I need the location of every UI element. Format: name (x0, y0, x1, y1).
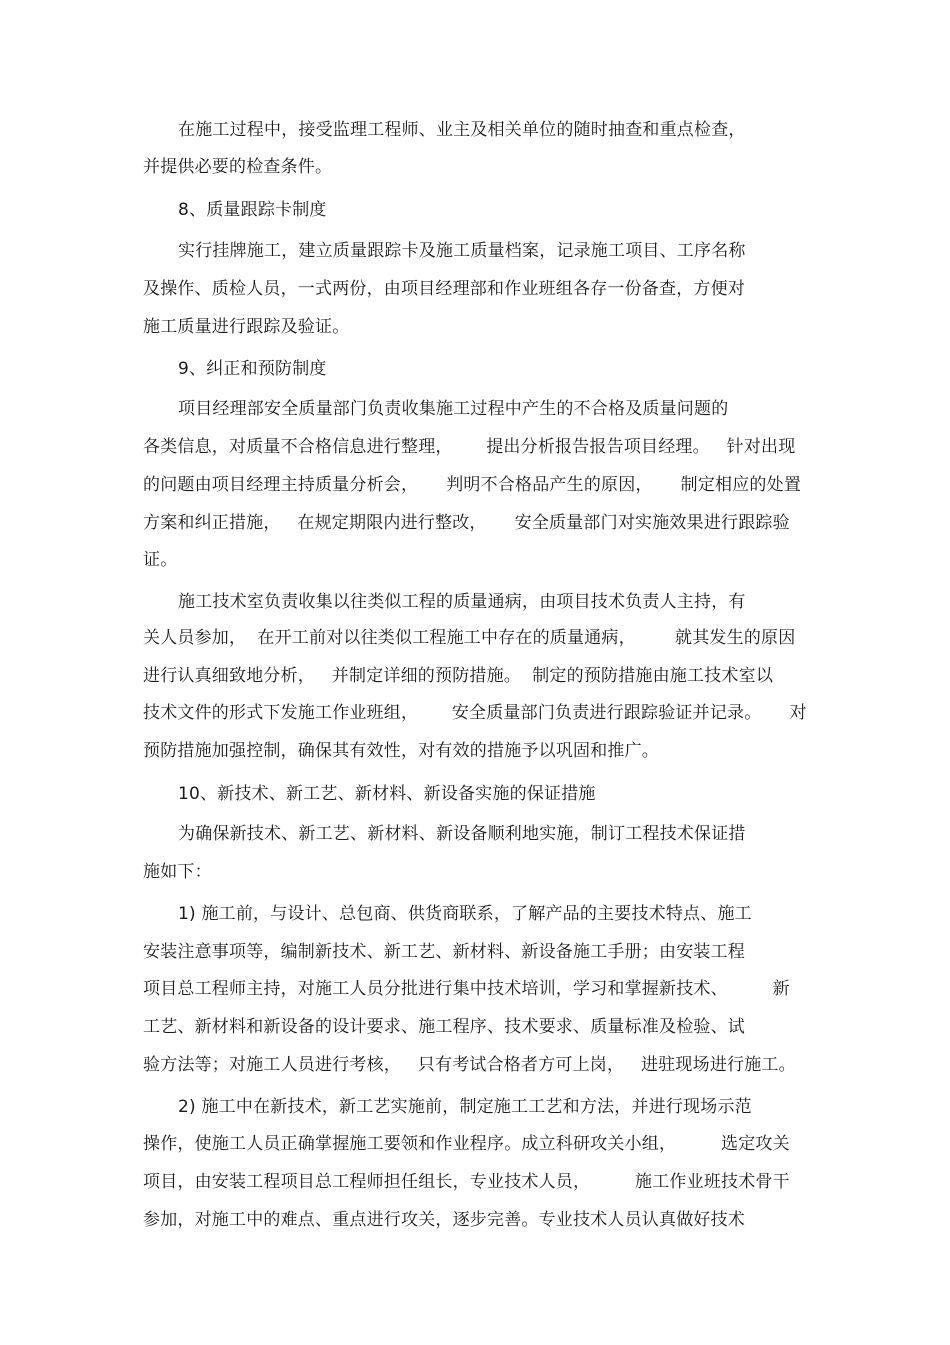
paragraph-line: 施工技术室负责收集以往类似工程的质量通病，由项目技术负责人主持，有 (178, 592, 746, 612)
paragraph-line: 各类信息，对质量不合格信息进行整理， 提出分析报告报告项目经理。 针对出现 (143, 437, 796, 457)
paragraph-line: 施工质量进行跟踪及验证。 (143, 317, 350, 337)
paragraph-line: 项目经理部安全质量部门负责收集施工过程中产生的不合格及质量问题的 (178, 399, 729, 419)
paragraph-line: 项目总工程师主持，对施工人员分批进行集中技术培训，学习和掌握新技术、 新 (143, 979, 790, 999)
paragraph-line: 操作，使施工人员正确掌握施工要领和作业程序。成立科研攻关小组， 选定攻关 (143, 1134, 790, 1154)
paragraph-line: 技术文件的形式下发施工作业班组， 安全质量部门负责进行跟踪验证并记录。 对 (143, 703, 807, 723)
paragraph-line: 参加，对施工中的难点、重点进行攻关，逐步完善。专业技术人员认真做好技术 (143, 1210, 745, 1230)
list-item-line: 2) 施工中在新技术，新工艺实施前，制定施工工艺和方法，并进行现场示范 (178, 1097, 752, 1117)
paragraph-line: 实行挂牌施工，建立质量跟踪卡及施工质量档案，记录施工项目、工序名称 (178, 241, 746, 261)
paragraph-line: 安装注意事项等，编制新技术、新工艺、新材料、新设备施工手册；由安装工程 (143, 942, 745, 962)
section-heading: 10、新技术、新工艺、新材料、新设备实施的保证措施 (178, 784, 596, 804)
paragraph-line: 并提供必要的检查条件。 (143, 157, 333, 177)
paragraph-line: 项目，由安装工程项目总工程师担任组长，专业技术人员， 施工作业班技术骨干 (143, 1172, 790, 1192)
list-item-line: 1) 施工前，与设计、总包商、供货商联系，了解产品的主要技术特点、施工 (178, 904, 752, 924)
paragraph-line: 工艺、新材料和新设备的设计要求、施工程序、技术要求、质量标准及检验、试 (143, 1017, 745, 1037)
paragraph-line: 进行认真细致地分析， 并制定详细的预防措施。 制定的预防措施由施工技术室以 (143, 666, 774, 686)
section-heading: 9、纠正和预防制度 (178, 359, 327, 379)
paragraph-line: 关人员参加， 在开工前对以往类似工程施工中存在的质量通病， 就其发生的原因 (143, 628, 796, 648)
paragraph-line: 在施工过程中，接受监理工程师、业主及相关单位的随时抽查和重点检查， (178, 120, 746, 140)
paragraph-line: 证。 (143, 550, 178, 570)
paragraph-line: 为确保新技术、新工艺、新材料、新设备顺利地实施，制订工程技术保证措 (178, 824, 746, 844)
paragraph-line: 方案和纠正措施， 在规定期限内进行整改， 安全质量部门对实施效果进行跟踪验 (143, 513, 790, 533)
paragraph-line: 及操作、质检人员，一式两份，由项目经理部和作业班组各存一份备查，方便对 (143, 279, 745, 299)
paragraph-line: 的问题由项目经理主持质量分析会， 判明不合格品产生的原因， 制定相应的处置 (143, 475, 802, 495)
paragraph-line: 预防措施加强控制，确保其有效性，对有效的措施予以巩固和推广。 (143, 741, 659, 761)
section-heading: 8、质量跟踪卡制度 (178, 200, 327, 220)
paragraph-line: 验方法等；对施工人员进行考核， 只有考试合格者方可上岗， 进驻现场进行施工。 (143, 1055, 796, 1075)
paragraph-line: 施如下： (143, 862, 212, 882)
